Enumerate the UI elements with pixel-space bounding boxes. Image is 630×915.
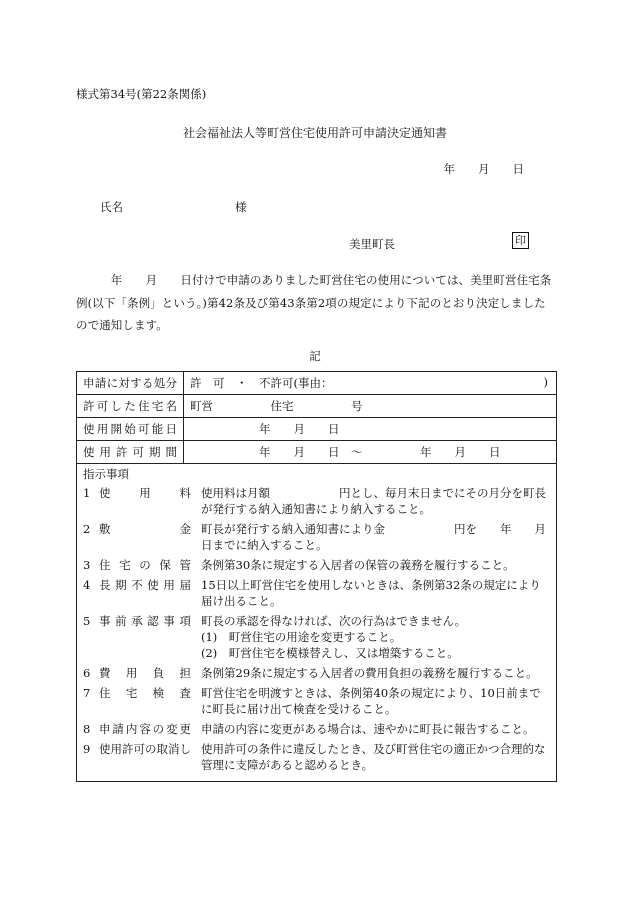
seal-mark: 印 xyxy=(512,232,529,249)
instruction-title: 使用料 xyxy=(99,486,191,500)
instruction-number: 2 xyxy=(83,522,91,536)
row-label-disposition: 申請に対する処分 xyxy=(77,372,184,395)
instruction-number: 9 xyxy=(83,742,91,756)
instruction-title: 住宅検査 xyxy=(99,686,191,700)
table-row xyxy=(77,372,557,395)
instruction-item xyxy=(83,577,550,609)
instruction-number: 4 xyxy=(83,578,91,592)
instruction-text: 町長の承認を得なければ、次の行為はできません。 xyxy=(201,614,467,628)
issuer-name: 美里町長 xyxy=(349,237,395,251)
body-text: 年 月 日付けで申請のありました町営住宅の使用については、美里町営住宅条例(以下「条例」という。)第42条及び第43条第2項の規定により下記のとおり決定しましたので通知します。 xyxy=(76,273,552,332)
instruction-item xyxy=(83,521,569,553)
table-row xyxy=(77,464,557,782)
row-value-start-date: 年 月 日 xyxy=(184,418,557,441)
instruction-title: 申請内容の変更 xyxy=(99,722,191,736)
recipient-line xyxy=(100,199,247,215)
instruction-text: 町営住宅を明渡すときは、条例第40条の規定により、10日前までに町長に届け出て検査を受けること。 xyxy=(201,686,541,716)
row-label-start-date: 使用開始可能日 xyxy=(77,418,184,441)
table-row xyxy=(77,441,557,464)
instruction-title: 事前承認事項 xyxy=(99,614,191,628)
document-title: 社会福祉法人等町営住宅使用許可申請決定通知書 xyxy=(182,126,447,140)
table-row xyxy=(77,395,557,418)
instruction-text: 使用料は月額 円とし、毎月末日までにその月分を町長が発行する納入通知書により納入すること。 xyxy=(201,486,546,516)
instruction-title: 敷金 xyxy=(99,522,191,536)
instruction-number: 8 xyxy=(83,722,91,736)
recipient-honorific: 様 xyxy=(235,200,247,214)
instruction-number: 7 xyxy=(83,686,91,700)
instruction-item xyxy=(83,685,550,717)
instruction-text: 15日以上町営住宅を使用しないときは、条例第32条の規定により届け出ること。 xyxy=(201,578,541,608)
instruction-text: 申請の内容に変更がある場合は、速やかに町長に報告すること。 xyxy=(201,722,535,736)
instruction-text: 使用許可の条件に違反したとき、及び町営住宅の適正かつ合理的な管理に支障があると認めるとき。 xyxy=(201,742,546,772)
instruction-title: 長期不使用届 xyxy=(99,578,191,592)
table-row xyxy=(77,418,557,441)
instruction-title: 使用許可の取消し xyxy=(99,742,191,756)
instruction-title: 住宅の保管 xyxy=(99,558,191,572)
row-value-disposition xyxy=(184,372,557,395)
instruction-title: 費用負担 xyxy=(99,666,191,680)
instruction-item xyxy=(83,721,550,737)
instructions-cell xyxy=(77,464,569,782)
row-label-housing: 許可した住宅名 xyxy=(77,395,184,418)
disposition-options: 許 可 ・ 不許可(事由： xyxy=(190,376,333,390)
form-number: 様式第34号(第22条関係) xyxy=(76,87,207,101)
instruction-text-group xyxy=(201,613,550,661)
disposition-close-paren: ) xyxy=(543,375,548,389)
instruction-text: 条例第30条に規定する入居者の保管の義務を履行すること。 xyxy=(201,558,515,572)
ki-heading: 記 xyxy=(309,349,321,363)
row-label-period: 使用許可期間 xyxy=(77,441,184,464)
decision-table xyxy=(76,371,569,782)
instruction-item xyxy=(83,665,550,681)
instruction-number: 3 xyxy=(83,558,91,572)
instruction-text: 町長が発行する納入通知書により金 円を 年 月 日までに納入すること。 xyxy=(201,522,569,552)
instruction-number: 1 xyxy=(83,486,91,500)
row-value-housing: 町営 住宅 号 xyxy=(184,395,557,418)
instruction-item xyxy=(83,741,550,773)
instruction-subitem: (2) 町営住宅を模様替えし、又は増築すること。 xyxy=(201,646,459,660)
instruction-number: 5 xyxy=(83,614,91,628)
instruction-subitem: (1) 町営住宅の用途を変更すること。 xyxy=(201,630,402,644)
row-value-period: 年 月 日 〜 年 月 日 xyxy=(184,441,557,464)
instruction-text: 条例第29条に規定する入居者の費用負担の義務を履行すること。 xyxy=(201,666,538,680)
instruction-item xyxy=(83,557,550,573)
instruction-item xyxy=(83,485,550,517)
instruction-item xyxy=(83,613,550,661)
instructions-heading: 指示事項 xyxy=(83,467,129,481)
instruction-number: 6 xyxy=(83,666,91,680)
date-line: 年 月 日 xyxy=(443,162,524,176)
recipient-label: 氏名 xyxy=(100,200,123,214)
